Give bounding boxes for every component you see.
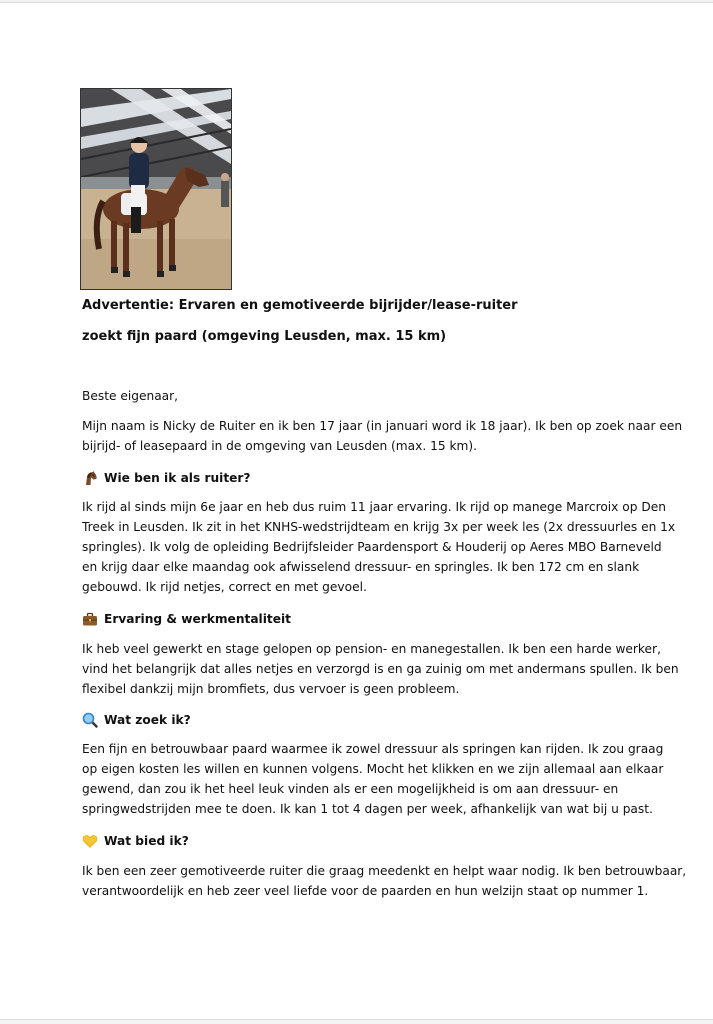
section-paragraph-experience: [82, 639, 679, 699]
section-paragraph-offer: [82, 861, 687, 901]
section-heading-offer: [82, 831, 642, 851]
text-line: Een fijn en betrouwbaar paard waarmee ik zowel dressuur als springen kan rijden. Ik zou graag: [82, 742, 664, 756]
text-line: gewend, dan zou ik het heel leuk vinden als er een mogelijkheid is om aan dressuur- en: [82, 782, 619, 796]
greeting: [82, 386, 642, 406]
text-line: verantwoordelijk en heb zeer veel liefde voor de paarden en hun welzijn staat op nummer 1.: [82, 884, 649, 898]
text-line: en krijg daar elke maandag ook afwisselend dressuur- en springles. Ik ben 172 cm en slank: [82, 560, 640, 574]
briefcase-icon: [82, 611, 98, 627]
magnifying-glass-icon: [82, 712, 98, 728]
text-line: Treek in Leusden. Ik zit in het KNHS-wedstrijdteam en krijg 3x per week les (2x dressuurles en 1x: [82, 520, 676, 534]
section-heading-text: Wie ben ik als ruiter?: [104, 471, 251, 485]
section-heading-looking-for: [82, 710, 642, 730]
greeting-line: Beste eigenaar,: [82, 389, 179, 403]
section-heading-experience: [82, 609, 642, 629]
horse-head-icon: [82, 470, 98, 486]
text-line: bijrijd- of leasepaard in de omgeving van Leusden (max. 15 km).: [82, 439, 478, 453]
section-heading-rider: [82, 468, 642, 488]
ad-title-line-2: zoekt fijn paard (omgeving Leusden, max. 15 km): [82, 329, 447, 344]
section-paragraph-looking-for: [82, 739, 664, 819]
text-line: springles). Ik volg de opleiding Bedrijfsleider Paardensport & Houderij op Aeres MBO Barneveld: [82, 540, 662, 554]
text-line: Ik ben een zeer gemotiveerde ruiter die graag meedenkt en helpt waar nodig. Ik ben betrouwbaar,: [82, 864, 687, 878]
section-heading-text: Ervaring & werkmentaliteit: [104, 612, 291, 626]
intro-paragraph: [82, 416, 683, 456]
text-line: op eigen kosten les willen en kunnen volgens. Mocht het klikken en we zijn allemaal aan elkaar: [82, 762, 664, 776]
yellow-heart-icon: [82, 833, 98, 849]
text-line: Ik heb veel gewerkt en stage gelopen op pension- en manegestallen. Ik ben een harde werker,: [82, 642, 661, 656]
section-heading-text: Wat bied ik?: [104, 834, 189, 848]
section-paragraph-rider: [82, 497, 676, 597]
rider-on-horse-photo: [80, 88, 232, 290]
document-page: [0, 2, 713, 1020]
text-line: vind het belangrijk dat alles netjes en verzorgd is en ga zuinig om met andermans spullen. Ik ben: [82, 662, 679, 676]
text-line: Ik rijd al sinds mijn 6e jaar en heb dus ruim 11 jaar ervaring. Ik rijd op manege Marcroix op Den: [82, 500, 666, 514]
text-line: Mijn naam is Nicky de Ruiter en ik ben 17 jaar (in januari word ik 18 jaar). Ik ben op zoek naar een: [82, 419, 683, 433]
text-line: gebouwd. Ik rijd netjes, correct en met gevoel.: [82, 580, 367, 594]
section-heading-text: Wat zoek ik?: [104, 713, 191, 727]
ad-title-line-1: Advertentie: Ervaren en gemotiveerde bijrijder/lease-ruiter: [82, 298, 518, 313]
text-line: springwedstrijden mee te doen. Ik kan 1 tot 4 dagen per week, afhankelijk van wat bij u past.: [82, 802, 653, 816]
text-line: flexibel dankzij mijn bromfiets, dus vervoer is geen probleem.: [82, 682, 460, 696]
